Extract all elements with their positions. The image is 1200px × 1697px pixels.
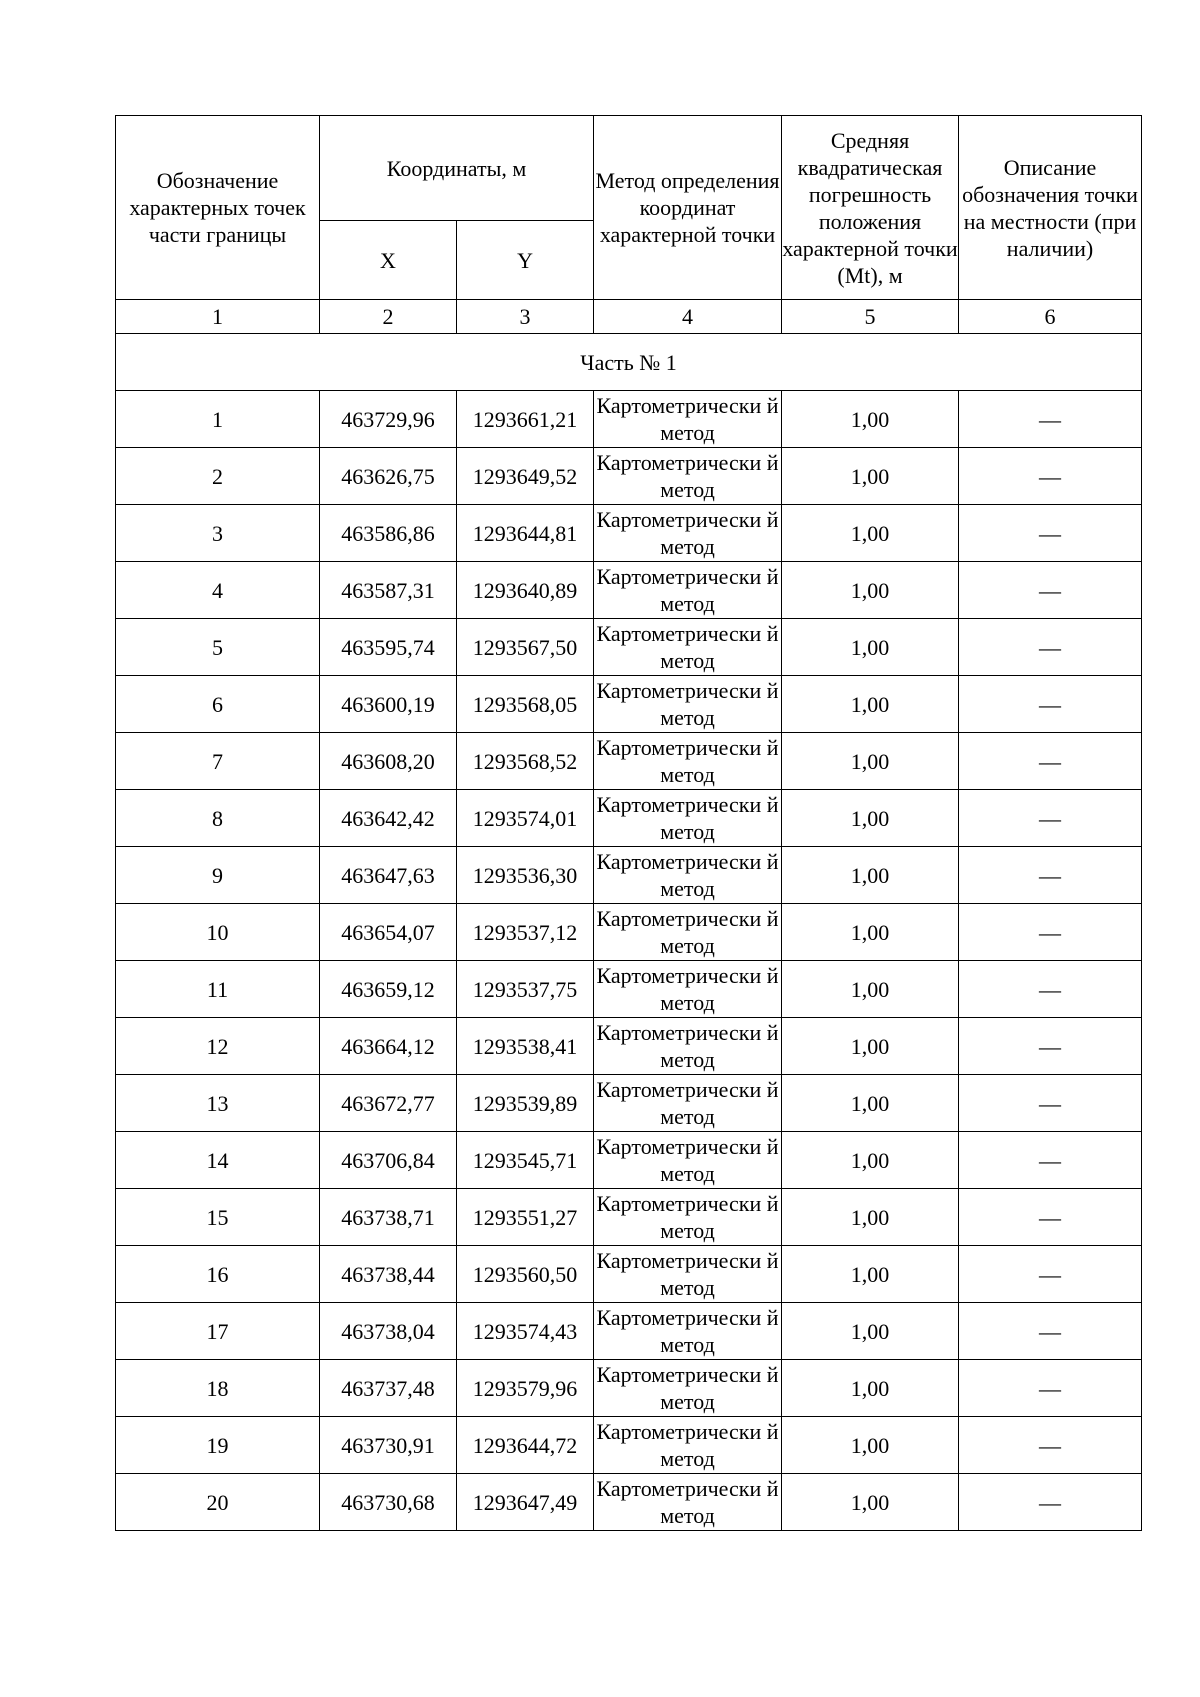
x-coordinate-cell: 463738,71 <box>320 1189 457 1246</box>
header-row-top <box>116 116 1142 221</box>
header-y: Y <box>457 221 594 300</box>
method-cell: Картометрически й метод <box>594 847 782 904</box>
method-cell: Картометрически й метод <box>594 1246 782 1303</box>
description-cell: — <box>959 1018 1142 1075</box>
point-number-cell: 20 <box>116 1474 320 1531</box>
table-row <box>116 505 1142 562</box>
description-cell: — <box>959 1132 1142 1189</box>
header-mean-error: Средняя квадратическая погрешность положения характерной точки (Mt), м <box>782 116 959 300</box>
x-coordinate-cell: 463587,31 <box>320 562 457 619</box>
x-coordinate-cell: 463626,75 <box>320 448 457 505</box>
point-number-cell: 10 <box>116 904 320 961</box>
y-coordinate-cell: 1293536,30 <box>457 847 594 904</box>
method-cell: Картометрически й метод <box>594 1075 782 1132</box>
y-coordinate-cell: 1293560,50 <box>457 1246 594 1303</box>
description-cell: — <box>959 505 1142 562</box>
point-number-cell: 19 <box>116 1417 320 1474</box>
description-cell: — <box>959 1474 1142 1531</box>
point-number-cell: 18 <box>116 1360 320 1417</box>
method-cell: Картометрически й метод <box>594 904 782 961</box>
mean-error-cell: 1,00 <box>782 1132 959 1189</box>
table-row <box>116 1303 1142 1360</box>
point-number-cell: 2 <box>116 448 320 505</box>
x-coordinate-cell: 463608,20 <box>320 733 457 790</box>
y-coordinate-cell: 1293568,52 <box>457 733 594 790</box>
mean-error-cell: 1,00 <box>782 619 959 676</box>
header-point-designation: Обозначение характерных точек части границы <box>116 116 320 300</box>
table-row <box>116 1189 1142 1246</box>
description-cell: — <box>959 1189 1142 1246</box>
x-coordinate-cell: 463659,12 <box>320 961 457 1018</box>
y-coordinate-cell: 1293579,96 <box>457 1360 594 1417</box>
table-row <box>116 847 1142 904</box>
point-number-cell: 6 <box>116 676 320 733</box>
y-coordinate-cell: 1293538,41 <box>457 1018 594 1075</box>
table-row <box>116 904 1142 961</box>
mean-error-cell: 1,00 <box>782 961 959 1018</box>
mean-error-cell: 1,00 <box>782 1189 959 1246</box>
point-number-cell: 13 <box>116 1075 320 1132</box>
y-coordinate-cell: 1293537,75 <box>457 961 594 1018</box>
mean-error-cell: 1,00 <box>782 676 959 733</box>
x-coordinate-cell: 463595,74 <box>320 619 457 676</box>
method-cell: Картометрически й метод <box>594 790 782 847</box>
mean-error-cell: 1,00 <box>782 1303 959 1360</box>
column-number: 5 <box>782 300 959 334</box>
mean-error-cell: 1,00 <box>782 1075 959 1132</box>
method-cell: Картометрически й метод <box>594 1189 782 1246</box>
method-cell: Картометрически й метод <box>594 619 782 676</box>
x-coordinate-cell: 463738,44 <box>320 1246 457 1303</box>
description-cell: — <box>959 733 1142 790</box>
point-number-cell: 17 <box>116 1303 320 1360</box>
x-coordinate-cell: 463672,77 <box>320 1075 457 1132</box>
method-cell: Картометрически й метод <box>594 1360 782 1417</box>
y-coordinate-cell: 1293545,71 <box>457 1132 594 1189</box>
point-number-cell: 7 <box>116 733 320 790</box>
point-number-cell: 15 <box>116 1189 320 1246</box>
y-coordinate-cell: 1293537,12 <box>457 904 594 961</box>
mean-error-cell: 1,00 <box>782 1417 959 1474</box>
description-cell: — <box>959 676 1142 733</box>
y-coordinate-cell: 1293644,72 <box>457 1417 594 1474</box>
y-coordinate-cell: 1293649,52 <box>457 448 594 505</box>
column-number: 1 <box>116 300 320 334</box>
table-row <box>116 1360 1142 1417</box>
x-coordinate-cell: 463729,96 <box>320 391 457 448</box>
x-coordinate-cell: 463654,07 <box>320 904 457 961</box>
y-coordinate-cell: 1293574,01 <box>457 790 594 847</box>
y-coordinate-cell: 1293567,50 <box>457 619 594 676</box>
mean-error-cell: 1,00 <box>782 790 959 847</box>
table-row <box>116 391 1142 448</box>
method-cell: Картометрически й метод <box>594 961 782 1018</box>
table-row <box>116 448 1142 505</box>
table-row <box>116 619 1142 676</box>
method-cell: Картометрически й метод <box>594 448 782 505</box>
mean-error-cell: 1,00 <box>782 391 959 448</box>
method-cell: Картометрически й метод <box>594 733 782 790</box>
y-coordinate-cell: 1293539,89 <box>457 1075 594 1132</box>
mean-error-cell: 1,00 <box>782 448 959 505</box>
column-number: 6 <box>959 300 1142 334</box>
header-description: Описание обозначения точки на местности (при наличии) <box>959 116 1142 300</box>
point-number-cell: 1 <box>116 391 320 448</box>
method-cell: Картометрически й метод <box>594 391 782 448</box>
mean-error-cell: 1,00 <box>782 1018 959 1075</box>
column-number-row <box>116 300 1142 334</box>
method-cell: Картометрически й метод <box>594 505 782 562</box>
method-cell: Картометрически й метод <box>594 1417 782 1474</box>
mean-error-cell: 1,00 <box>782 1474 959 1531</box>
x-coordinate-cell: 463664,12 <box>320 1018 457 1075</box>
table-row <box>116 1018 1142 1075</box>
method-cell: Картометрически й метод <box>594 1018 782 1075</box>
point-number-cell: 16 <box>116 1246 320 1303</box>
mean-error-cell: 1,00 <box>782 733 959 790</box>
mean-error-cell: 1,00 <box>782 1246 959 1303</box>
x-coordinate-cell: 463642,42 <box>320 790 457 847</box>
y-coordinate-cell: 1293574,43 <box>457 1303 594 1360</box>
method-cell: Картометрически й метод <box>594 562 782 619</box>
table-row <box>116 1417 1142 1474</box>
method-cell: Картометрически й метод <box>594 1474 782 1531</box>
description-cell: — <box>959 961 1142 1018</box>
column-number: 4 <box>594 300 782 334</box>
table-row <box>116 961 1142 1018</box>
point-number-cell: 4 <box>116 562 320 619</box>
section-row <box>116 334 1142 391</box>
x-coordinate-cell: 463730,91 <box>320 1417 457 1474</box>
x-coordinate-cell: 463600,19 <box>320 676 457 733</box>
point-number-cell: 14 <box>116 1132 320 1189</box>
mean-error-cell: 1,00 <box>782 904 959 961</box>
header-method: Метод определения координат характерной точки <box>594 116 782 300</box>
table-row <box>116 562 1142 619</box>
description-cell: — <box>959 1303 1142 1360</box>
y-coordinate-cell: 1293644,81 <box>457 505 594 562</box>
header-coordinates: Координаты, м <box>320 116 594 221</box>
table-row <box>116 676 1142 733</box>
description-cell: — <box>959 1075 1142 1132</box>
method-cell: Картометрически й метод <box>594 676 782 733</box>
description-cell: — <box>959 391 1142 448</box>
header-x: X <box>320 221 457 300</box>
x-coordinate-cell: 463738,04 <box>320 1303 457 1360</box>
description-cell: — <box>959 904 1142 961</box>
method-cell: Картометрически й метод <box>594 1303 782 1360</box>
method-cell: Картометрически й метод <box>594 1132 782 1189</box>
point-number-cell: 9 <box>116 847 320 904</box>
x-coordinate-cell: 463647,63 <box>320 847 457 904</box>
mean-error-cell: 1,00 <box>782 562 959 619</box>
mean-error-cell: 1,00 <box>782 1360 959 1417</box>
x-coordinate-cell: 463706,84 <box>320 1132 457 1189</box>
point-number-cell: 5 <box>116 619 320 676</box>
description-cell: — <box>959 1417 1142 1474</box>
point-number-cell: 3 <box>116 505 320 562</box>
table-row <box>116 1246 1142 1303</box>
description-cell: — <box>959 847 1142 904</box>
x-coordinate-cell: 463586,86 <box>320 505 457 562</box>
y-coordinate-cell: 1293568,05 <box>457 676 594 733</box>
table-row <box>116 733 1142 790</box>
table-row <box>116 1474 1142 1531</box>
y-coordinate-cell: 1293551,27 <box>457 1189 594 1246</box>
point-number-cell: 12 <box>116 1018 320 1075</box>
x-coordinate-cell: 463737,48 <box>320 1360 457 1417</box>
y-coordinate-cell: 1293647,49 <box>457 1474 594 1531</box>
mean-error-cell: 1,00 <box>782 505 959 562</box>
description-cell: — <box>959 619 1142 676</box>
x-coordinate-cell: 463730,68 <box>320 1474 457 1531</box>
section-title: Часть № 1 <box>116 334 1142 391</box>
column-number: 3 <box>457 300 594 334</box>
point-number-cell: 8 <box>116 790 320 847</box>
table-row <box>116 1132 1142 1189</box>
description-cell: — <box>959 562 1142 619</box>
description-cell: — <box>959 1246 1142 1303</box>
mean-error-cell: 1,00 <box>782 847 959 904</box>
description-cell: — <box>959 1360 1142 1417</box>
table-row <box>116 790 1142 847</box>
y-coordinate-cell: 1293661,21 <box>457 391 594 448</box>
point-number-cell: 11 <box>116 961 320 1018</box>
boundary-points-table <box>115 115 1142 1531</box>
table-row <box>116 1075 1142 1132</box>
description-cell: — <box>959 790 1142 847</box>
description-cell: — <box>959 448 1142 505</box>
column-number: 2 <box>320 300 457 334</box>
y-coordinate-cell: 1293640,89 <box>457 562 594 619</box>
